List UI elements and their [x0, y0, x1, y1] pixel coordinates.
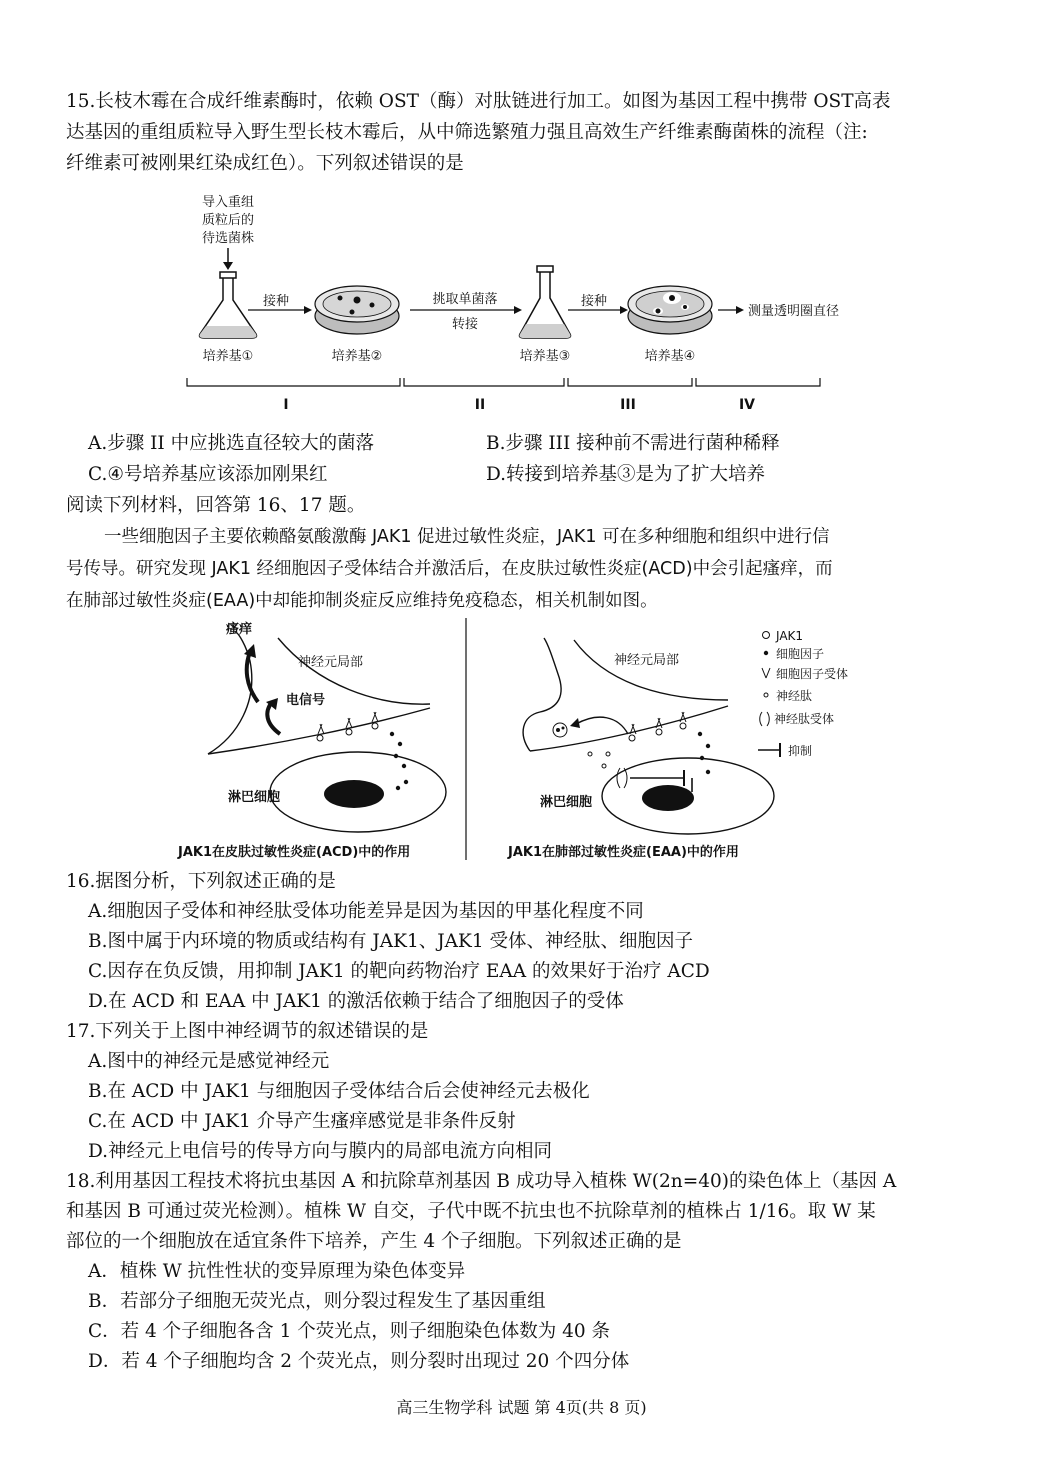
medium-4-label: 培养基④ — [644, 349, 696, 364]
arrow2-label-top: 挑取单菌落 — [432, 292, 498, 307]
petri-dish-4 — [628, 286, 712, 334]
jak1-mechanism-figure — [168, 616, 888, 866]
q15-option-d: D.转接到培养基③是为了扩大培养 — [486, 464, 766, 485]
legend-neuropeptide-receptor: 神经肽受体 — [774, 712, 835, 726]
q17-option-a: A.图中的神经元是感觉神经元 — [88, 1051, 330, 1072]
arrow2-label-bottom: 转接 — [451, 317, 479, 332]
flow-top-label-1: 导入重组 — [201, 195, 255, 210]
q18-option-a: A．植株 W 抗性性状的变异原理为染色体变异 — [88, 1261, 466, 1282]
legend-neuropeptide: 神经肽 — [776, 689, 813, 703]
material-line-2: 号传导。研究发现 JAK1 经细胞因子受体结合并激活后，在皮肤过敏性炎症(ACD)中会引起瘙痒，而 — [66, 559, 833, 579]
q18-option-c: C．若 4 个子细胞各含 1 个荧光点，则子细胞染色体数为 40 条 — [88, 1321, 611, 1342]
flask-3 — [520, 266, 571, 338]
q17-option-d: D.神经元上电信号的传导方向与膜内的局部电流方向相同 — [88, 1141, 553, 1162]
q18-stem-line-3: 部位的一个细胞放在适宜条件下培养，产生 4 个子细胞。下列叙述正确的是 — [66, 1231, 682, 1252]
acd-itch-label: 瘙痒 — [226, 622, 253, 637]
eaa-caption: JAK1在肺部过敏性炎症(EAA)中的作用 — [508, 845, 739, 860]
legend-jak1: JAK1 — [776, 629, 804, 643]
acd-lymph-label: 淋巴细胞 — [228, 790, 281, 805]
acd-neuron-label: 神经元局部 — [298, 655, 364, 670]
material-line-3: 在肺部过敏性炎症(EAA)中却能抑制炎症反应维持免疫稳态，相关机制如图。 — [66, 591, 658, 611]
acd-panel — [177, 621, 446, 860]
q18-option-d: D．若 4 个子细胞均含 2 个荧光点，则分裂时出现过 20 个四分体 — [88, 1351, 630, 1372]
medium-3-label: 培养基③ — [519, 349, 571, 364]
legend-cytokine: 细胞因子 — [776, 647, 825, 661]
material-line-1: 一些细胞因子主要依赖酪氨酸激酶 JAK1 促进过敏性炎症，JAK1 可在多种细胞和组织中进行信 — [104, 527, 830, 547]
petri-dish-2 — [315, 286, 399, 334]
medium-2-label: 培养基② — [331, 349, 383, 364]
q16-option-a: A.细胞因子受体和神经肽受体功能差异是因为基因的甲基化程度不同 — [88, 901, 644, 922]
acd-caption: JAK1在皮肤过敏性炎症(ACD)中的作用 — [178, 845, 411, 860]
step-3-label: III — [620, 397, 636, 413]
legend-inhibit: 抑制 — [788, 744, 813, 758]
q15-option-b: B.步骤 III 接种前不需进行菌种稀释 — [486, 433, 780, 454]
flow-top-label-3: 待选菌株 — [201, 231, 255, 246]
legend-cytokine-receptor: 细胞因子受体 — [776, 667, 849, 681]
flask-1 — [200, 272, 257, 338]
figure-legend — [758, 629, 848, 758]
q16-option-d: D.在 ACD 和 EAA 中 JAK1 的激活依赖于结合了细胞因子的受体 — [88, 991, 624, 1012]
q17-stem: 17.下列关于上图中神经调节的叙述错误的是 — [66, 1021, 429, 1042]
step-1-label: I — [283, 397, 289, 413]
q15-option-a: A.步骤 II 中应挑选直径较大的菌落 — [88, 433, 375, 454]
q18-option-b: B．若部分子细胞无荧光点，则分裂过程发生了基因重组 — [88, 1291, 546, 1312]
q18-stem-line-2: 和基因 B 可通过荧光检测）。植株 W 自交，子代中既不抗虫也不抗除草剂的植株占 1/16。取 W 某 — [66, 1201, 876, 1222]
material-intro: 阅读下列材料，回答第 16、17 题。 — [66, 495, 366, 516]
q15-flow-diagram — [180, 188, 860, 418]
eaa-neuron-label: 神经元局部 — [614, 653, 680, 668]
acd-signal-label: 电信号 — [286, 693, 326, 708]
eaa-lymph-label: 淋巴细胞 — [540, 795, 593, 810]
q15-stem-line-3: 纤维素可被刚果红染成红色）。下列叙述错误的是 — [66, 153, 464, 174]
q16-stem: 16.据图分析，下列叙述正确的是 — [66, 871, 336, 892]
q15-option-c: C.④号培养基应该添加刚果红 — [88, 464, 328, 485]
arrow4-label: 测量透明圈直径 — [748, 304, 840, 319]
q18-stem-line-1: 18.利用基因工程技术将抗虫基因 A 和抗除草剂基因 B 成功导入植株 W(2n=40)的染色体上（基因 A — [66, 1171, 897, 1192]
q15-stem-line-2: 达基因的重组质粒导入野生型长枝木霉后，从中筛选繁殖力强且高效生产纤维素酶菌株的流程（注: — [66, 122, 868, 143]
step-2-label: II — [474, 397, 486, 413]
page-footer: 高三生物学科 试题 第 4页(共 8 页) — [396, 1398, 647, 1417]
q16-option-c: C.因存在负反馈，用抑制 JAK1 的靶向药物治疗 EAA 的效果好于治疗 ACD — [88, 961, 710, 982]
q16-option-b: B.图中属于内环境的物质或结构有 JAK1、JAK1 受体、神经肽、细胞因子 — [88, 931, 693, 952]
q17-option-c: C.在 ACD 中 JAK1 介导产生瘙痒感觉是非条件反射 — [88, 1111, 516, 1132]
arrow1-label: 接种 — [262, 294, 290, 309]
step-4-label: IV — [738, 397, 756, 413]
medium-1-label: 培养基① — [202, 349, 254, 364]
q15-stem-line-1: 15.长枝木霉在合成纤维素酶时，依赖 OST（酶）对肽链进行加工。如图为基因工程中携带 OST高表 — [66, 91, 891, 112]
arrow3-label: 接种 — [580, 294, 608, 309]
flow-top-label-2: 质粒后的 — [201, 213, 255, 228]
q17-option-b: B.在 ACD 中 JAK1 与细胞因子受体结合后会使神经元去极化 — [88, 1081, 590, 1102]
eaa-panel — [507, 638, 774, 860]
